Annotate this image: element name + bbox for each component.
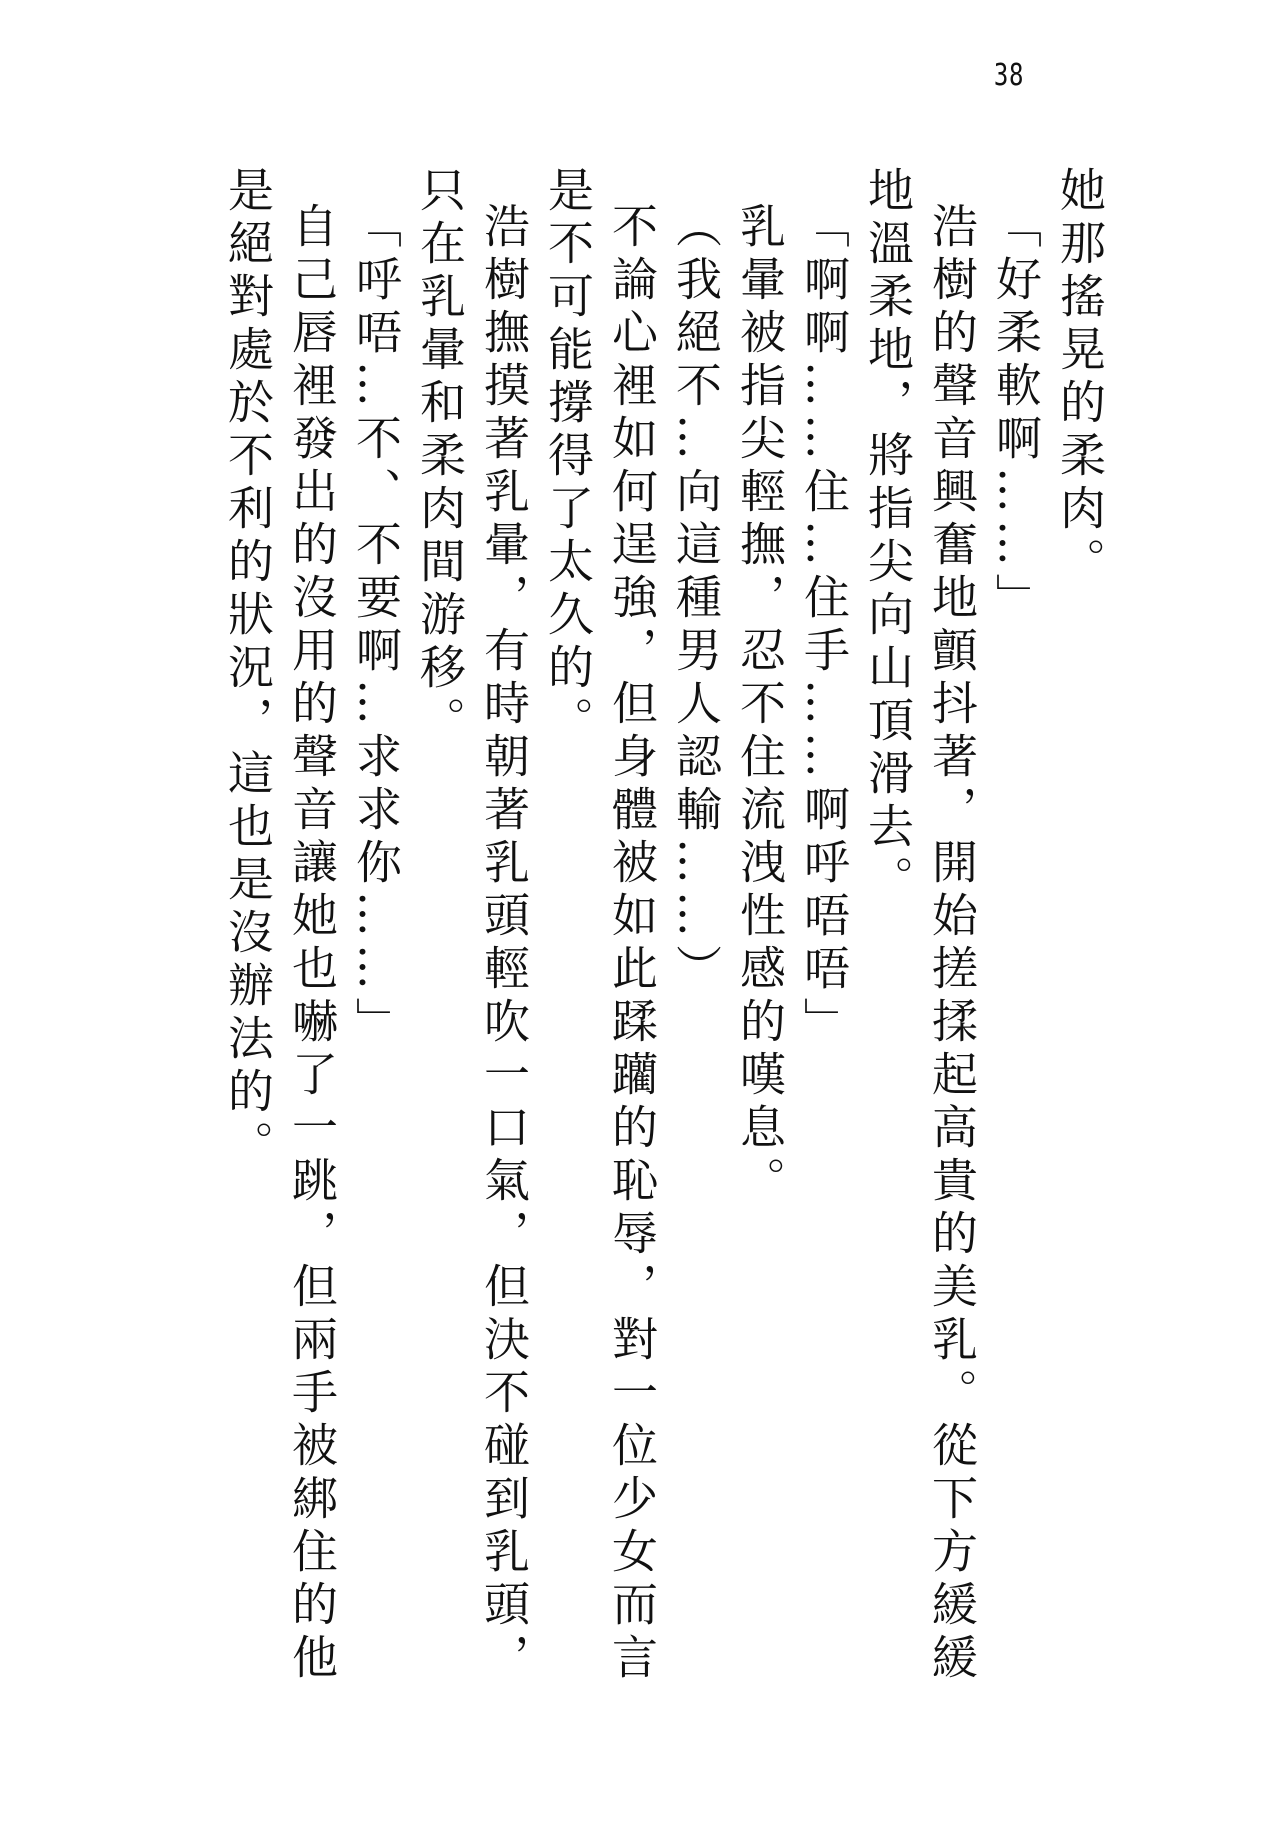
text-column: 浩樹的聲音興奮地顫抖著，開始搓揉起高貴的美乳。從下方緩緩	[925, 202, 979, 1686]
text-column: 只在乳暈和柔肉間游移。	[413, 166, 467, 749]
text-column: 浩樹撫摸著乳暈，有時朝著乳頭輕吹一口氣，但決不碰到乳頭，	[477, 202, 531, 1686]
page-number: 38	[993, 58, 1025, 93]
text-column: 「呼唔…不、不要啊…求求你……」	[349, 202, 403, 1050]
text-column: 「好柔軟啊……」	[989, 202, 1043, 626]
text-column: 「啊啊……住…住手……啊呼唔唔」	[797, 202, 851, 1050]
text-column: 不論心裡如何逞強，但身體被如此蹂躪的恥辱，對一位少女而言	[605, 202, 659, 1686]
text-column: 地溫柔地，將指尖向山頂滑去。	[861, 166, 915, 908]
text-column: 是絕對處於不利的狀況，這也是沒辦法的。	[221, 166, 275, 1173]
text-column: 她那搖晃的柔肉。	[1053, 166, 1107, 590]
text-column: （我絕不…向這種男人認輸……）	[669, 202, 723, 997]
text-column: 是不可能撐得了太久的。	[541, 166, 595, 749]
text-column: 自己唇裡發出的沒用的聲音讓她也嚇了一跳，但兩手被綁住的他	[285, 202, 339, 1686]
body-text	[216, 166, 1112, 1686]
text-column: 乳暈被指尖輕撫，忍不住流洩性感的嘆息。	[733, 202, 787, 1209]
